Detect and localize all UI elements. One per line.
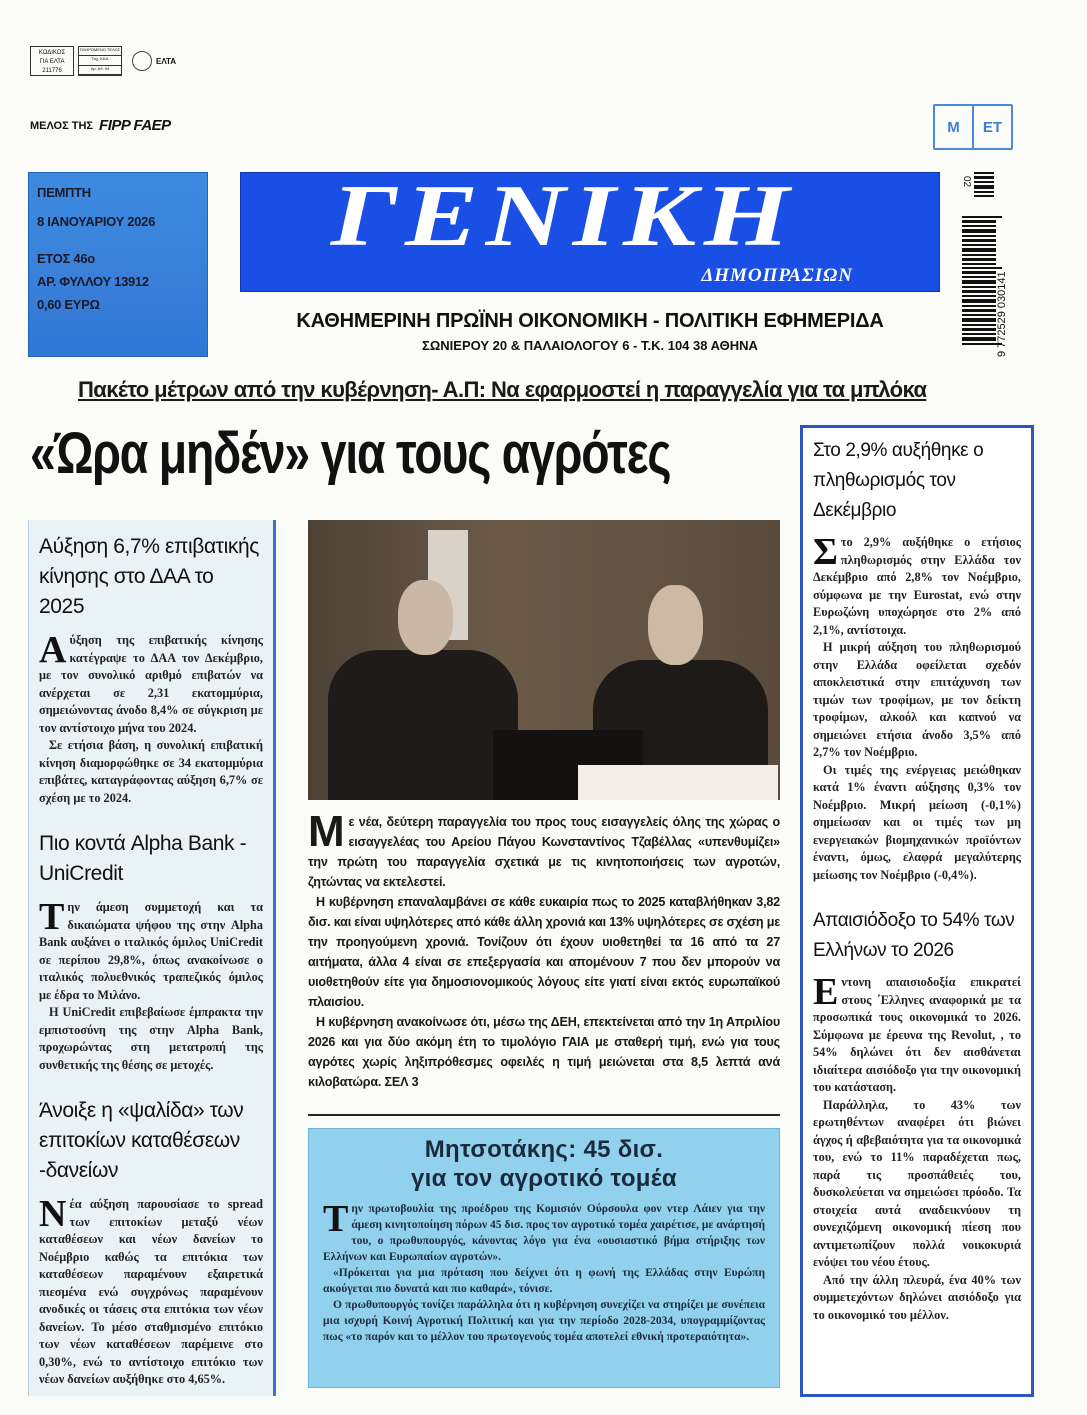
headline-kicker: Πακέτο μέτρων από την κυβέρνηση- Α.Π: Να εφαρμοστεί η παραγγελία για τα μπλόκα [78,377,927,402]
drop-cap: Ν [39,1193,67,1235]
article-title: Στο 2,9% αυξήθηκε ο πληθωρισμός τον Δεκέμβριο [813,440,984,521]
masthead-tagline: ΚΑΘΗΜΕΡΙΝΗ ΠΡΩΪΝΗ ΟΙΚΟΝΟΜΙΚΗ - ΠΟΛΙΤΙΚΗ ΕΦΗΜΕΡΙΔΑ [296,310,884,332]
main-headline: «Ώρα μηδέν» για τους αγρότες [30,421,671,486]
postage-line: ΠΛΗΡΩΜΕΝΟ ΤΕΛΟΣ [79,47,121,56]
article-inflation [813,436,1021,884]
article-title: Άνοιξε η «ψαλίδα» των επιτοκίων καταθέσεων -δανείων [39,1099,244,1182]
person-right-head [648,585,703,665]
article-paragraph: έα αύξηση παρουσίασε το spread των επιτοκίων μεταξύ νέων καταθέσεων και νέων δανείων το Νοέμβριο καθώς τα επιτόκια των καταθέσεων παραμένουν εξαιρετικά πιεσμένα ενώ συγχρόνως παραμένουν ανοδικές οι τάσεις στα επιτόκια των νέων δανείων. Το μέσο σταθμισμένο επιτόκιο των νέων καταθέσεων παρέμεινε στο 0,30%, ενώ το αντίστοιχο επιτόκιο των νέων δανείων αυξήθηκε στο 4,65%. [39,1197,263,1386]
article-paragraph: ην πρωτοβουλία της προέδρου της Κομισιόν Ούρσουλα φον ντερ Λάιεν για την άμεση κινητοποίηση πόρων 45 δισ. προς τον αγροτικό τομέα χαιρέτισε, με ανάρτησή του, ο πρωθυπουργός, κάνοντας λόγο για ένα «ουσιαστικό βήμα στήριξης των Ελλήνων και Ευρωπαίων αγροτών». [323,1203,765,1263]
article-paragraph: το 2,9% αυξήθηκε ο ετήσιος πληθωρισμός στην Ελλάδα τον Δεκέμβριο από 2,8% τον Νοέμβριο, σύμφωνα με την Eurostat, ενώ στην Ευρωζώνη υποχώρησε στο 2% από 2,1%, αντίστοιχα. [813,535,1021,637]
drop-cap: Τ [39,896,65,938]
masthead-subtitle: ΔΗΜΟΠΡΑΣΙΩΝ [701,265,853,286]
barcode-number: 9 772529 030141 [996,271,1008,357]
masthead [240,168,940,292]
press-conference-photo [308,520,780,800]
masthead-title: ΓΕΝΙΚΗ [331,168,797,265]
article-paragraph: Οι τιμές της ενέργειας μειώθηκαν κατά 1% έναντι αύξησης 0,3% τον Νοέμβριο. Μικρή μείωση (-0,1%) σημείωσαν και οι τιμές των μη ενεργειακών βιομηχανικών προϊόντων έναντι, όμως, ελαφρά μεγαλύτερης μείωσης τον Νοέμβριο (-0,4%). [813,762,1021,882]
drop-cap: Α [39,629,67,671]
issue-day: ΠΕΜΠΤΗ [37,185,91,200]
left-column [28,520,276,1396]
article-pessimism [813,906,1021,1324]
article-title: Αύξηση 6,7% επιβατικής κίνησης στο ΔΑΑ το 2025 [39,535,259,618]
drop-cap: Μ [308,807,345,856]
membership-line [30,117,171,134]
drop-cap: Σ [813,531,838,573]
article-paragraph: «Πρόκειται για μια πρόταση που δείχνει ότι η φωνή της Ελλάδας στην Ευρώπη ακούγεται πιο δυνατά και πιο καθαρά», τόνισε. [323,1267,765,1295]
main-story [308,807,780,1092]
elta-code-line: 211776 [42,68,62,74]
issue-number: ΑΡ. ΦΥΛΛΟΥ 13912 [37,274,149,289]
article-mitsotakis-box [308,1128,780,1388]
story-paragraph: Η κυβέρνηση ανακοίνωσε ότι, μέσω της ΔΕΗ, επεκτείνεται από την 1η Απριλίου 2026 και για δύο ακόμη έτη το τιμολόγιο ΓΑΙΑ με σταθερή τιμή, ενώ για τους αγρότες χωρίς ληξιπρόθεσμες οφειλές η τιμή μειώνεται στα 8,5 λεπτά ανά κιλοβατώρα. ΣΕΛ 3 [308,1015,780,1089]
fipp-faep-logo: FIPP FAEP [99,117,171,134]
issue-year: ΕΤΟΣ 46ο [37,251,95,266]
article-interest-spread [39,1096,263,1389]
article-paragraph: Η UniCredit επιβεβαίωσε έμπρακτα την εμπιστοσύνη της στην Alpha Bank, προχωρώντας στη μετατροπή της συνθετικής της θέσης σε μετοχές. [39,1005,263,1072]
person-left-shape [328,650,518,800]
article-alpha-unicredit [39,829,263,1074]
postal-stamps [30,46,176,76]
elta-code-box [30,46,74,76]
article-paragraph: Ο πρωθυπουργός τονίζει παράλληλα ότι η κυβέρνηση συνεχίζει να στηρίζει με συνέπεια μια ισχυρή Κοινή Αγροτική Πολιτική και για την περίοδο 2028-2034, υπογραμμίζοντας πως «το παρόν και το μέλλον του πρωτογενούς τομέα αποτελεί εθνική προτεραιότητα». [323,1299,765,1343]
divider [308,1114,780,1116]
member-label: ΜΕΛΟΣ ΤΗΣ [30,119,94,132]
article-paragraph: ην άμεση συμμετοχή και τα δικαιώματα ψήφου της στην Alpha Bank αυξάνει ο ιταλικός όμιλος UniCredit σε περίπου 29,8%, όπως ανακοίνωσε ο ιταλικός πολυεθνικός τραπεζικός όμιλος με έδρα το Μιλάνο. [39,900,263,1002]
elta-code-line: ΚΩΔΙΚΟΣ [38,50,66,56]
right-column [800,425,1034,1397]
story-paragraph: Η κυβέρνηση επαναλαμβάνει σε κάθε ευκαιρία πως το 2025 καταβλήθηκαν 3,82 δισ. και είναι υψηλότερες από κάθε άλλη χρονιά και 13% υψηλότερες σε σχέση με την προηγούμενη χρονιά. Τονίζουν ότι έχουν υιοθετηθεί τα 16 από τα 27 αιτήματα, άλλα 4 είναι σε επεξεργασία και απομένουν 7 που δεν μπορούν να υιοθετηθούν είτε για δημοσιονομικούς λόγους είτε γιατί είναι εκτός ευρωπαϊκού πλαισίου. [308,895,780,1009]
postage-line: Αρ. Αδ. 94 [79,66,121,75]
barcode [961,172,1008,357]
article-paragraph: Παράλληλα, το 43% των ερωτηθέντων αναφέρει ότι βιώνει άγχος ή αβεβαιότητα για τα οικονομικά του, ενώ το 11% παραδέχεται πως, παρά τις προσπάθειές του, δυσκολεύεται να σημειώσει πρόοδο. Τα στοιχεία αυτά αναδεικνύουν τη συνεχιζόμενη οικονομική πίεση που αντιμετωπίζουν πολλά νοικοκυριά ενόψει του νέου έτους. [813,1097,1021,1269]
masthead-address: ΣΩΝΙΕΡΟΥ 20 & ΠΑΛΑΙΟΛΟΓΟΥ 6 - Τ.Κ. 104 38 ΑΘΗΝΑ [422,338,758,353]
article-passenger-traffic [39,532,263,807]
article-paragraph: Η μικρή αύξηση του πληθωρισμού στην Ελλάδα οφείλεται σχεδόν αποκλειστικά στην επιτάχυνση των τιμών των τροφίμων, με τον δείκτη τροφίμων, αλκοόλ και καπνού να σημειώνει ετήσια άνοδο 3,5% από 2,7% τον Νοέμβριο. [813,640,1021,759]
title-line: Μητσοτάκης: 45 δισ. [424,1136,664,1163]
story-paragraph: ε νέα, δεύτερη παραγγελία του προς τους εισαγγελείς όλης της χώρας ο εισαγγελέας του Αρείου Πάγου Κωνσταντίνος Τζαβέλλας «υπενθυμίζει» την πρώτη του παραγγελία σχετικά με τις κινητοποιήσεις των αγροτών, ζητώντας να εκτελεστεί. [308,815,780,889]
article-paragraph: Από την άλλη πλευρά, ένα 40% των συμμετεχόντων δηλώνει αισιόδοξο για το οικονομικό του μέλλον. [813,1272,1021,1322]
person-left-head [398,580,453,655]
article-title: Πιο κοντά Alpha Bank -UniCredit [39,832,247,885]
title-line: για τον αγροτικό τομέα [411,1165,677,1192]
article-title [323,1135,765,1193]
issue-info-box [28,172,208,357]
drop-cap: Ε [813,971,839,1013]
article-paragraph: Σε ετήσια βάση, η συνολική επιβατική κίνηση διαμορφώθηκε σε 34 εκατομμύρια επιβάτες, καταγράφοντας αύξηση 6,7% σε σχέση με το 2024. [39,738,263,805]
desk-shape [578,765,778,800]
issue-date: 8 ΙΑΝΟΥΑΡΙΟΥ 2026 [37,214,155,229]
issue-price: 0,60 ΕΥΡΩ [37,297,100,312]
met-logo-right: ΕΤ [982,118,1003,136]
article-paragraph: ύξηση της επιβατικής κίνησης κατέγραψε το ΔΑΑ τον Δεκέμβριο, με τον συνολικό αριθμό επιβατών να ανέρχεται σε 2,31 εκατομμύρια, σημειώνοντας άνοδο 8,4% σε σύγκριση με τον αντίστοιχο μήνα του 2024. [39,633,263,735]
article-paragraph: ντονη απαισιοδοξία επικρατεί στους ΄Ελληνες αναφορικά με τα προσωπικά τους οικονομικά το 2026. Σύμφωνα με έρευνα της Revolut, , το 54% δηλώνει ότι δεν αισθάνεται ιδιαίτερα αισιόδοξο για την οικονομική του κατάσταση. [813,975,1021,1094]
drop-cap: Τ [323,1198,349,1240]
article-title: Απαισιόδοξο το 54% των Ελλήνων το 2026 [813,910,1015,961]
postage-line: Ταχ. ΚΚΑ [79,56,121,65]
postal-seal-icon [132,51,152,71]
barcode-addon: 02 [961,176,972,188]
met-logo [933,104,1013,150]
postage-paid-box [78,46,122,76]
met-logo-left: Μ [935,106,974,148]
elta-code-line: ΓΙΑ ΕΛΤΑ [39,59,65,65]
elta-logo: ΕΛΤΑ [156,56,177,66]
